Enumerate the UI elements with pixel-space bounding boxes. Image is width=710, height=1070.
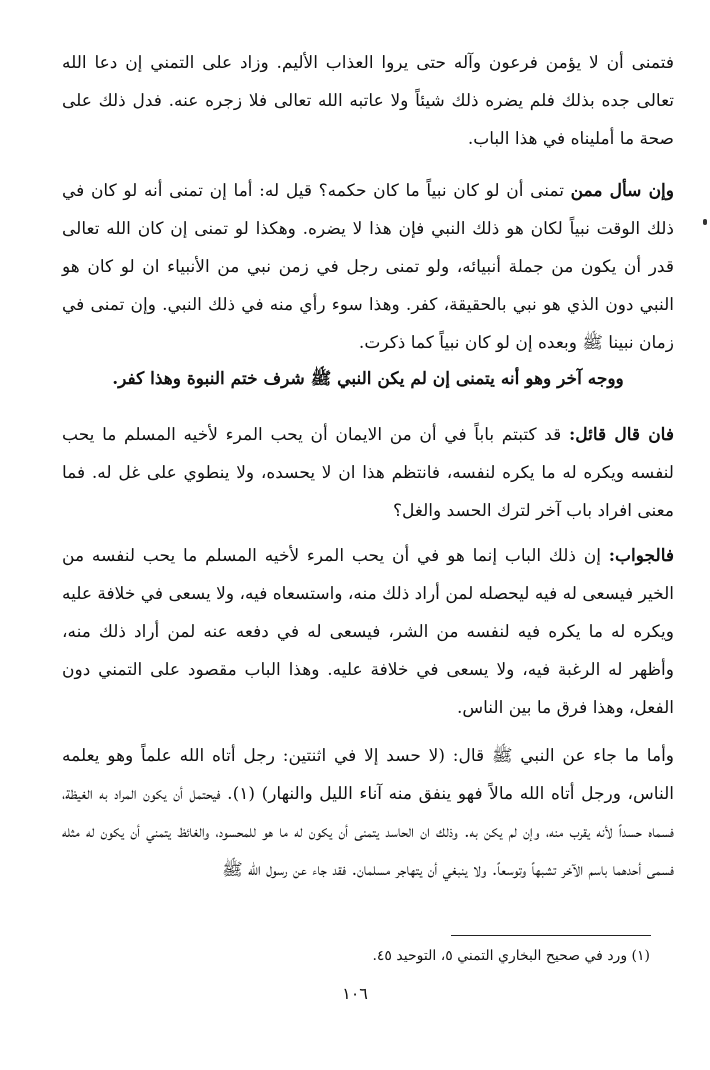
paragraph-2-text: تمنى أن لو كان نبياً ما كان حكمه؟ قيل له: أما إن تمنى أنه لو كان في ذلك الوقت نبياً لكان هو ذلك النبي فإن هذا لا يضره. وهكذا لو تمنى إن كان الله تعالى قدر أن يكون من جملة أنبيائه، ولو تمنى رجل في زمن نبي من الأنبياء ان لو كان هو النبي دون الذي هو نبي بالحقيقة، كفر. وهذا سوء رأي منه في ذلك النبي. وإن تمنى في زمان نبينا ﷺ وبعده إن لو كان نبياً كما ذكرت. [62,181,674,353]
margin-mark [703,219,707,225]
paragraph-1-text: فتمنى أن لا يؤمن فرعون وآله حتى يروا العذاب الأليم. وزاد على التمني إن دعا الله تعالى جده بذلك فلم يضره ذلك شيئاً ولا عاتبه الله تعالى فلا زجره عنه. فدل ذلك على صحة ما أمليناه في هذا الباب. [62,53,674,149]
paragraph-3-text: ووجه آخر وهو أنه يتمنى إن لم يكن النبي ﷺ شرف ختم النبوة وهذا كفر. [112,369,624,389]
paragraph-4-text: قد كتبتم باباً في أن من الايمان أن يحب المرء لأخيه المسلم ما يحب لنفسه ويكره له ما يكره لنفسه، فانتظم هذا ان لا يحسده، ولا ينطوي على غل له. فما معنى افراد باب آخر لترك الحسد والغل؟ [62,425,674,521]
paragraph-6 [62,737,674,889]
paragraph-3 [62,360,674,398]
paragraph-2-lead: وإن سأل ممن [570,181,674,201]
paragraph-1 [62,44,674,158]
paragraph-5 [62,537,674,727]
footnote-text: (١) ورد في صحيح البخاري التمني ٥، التوحيد ٤٥. [372,948,650,964]
paragraph-5-text: إن ذلك الباب إنما هو في أن يحب المرء لأخيه المسلم ما يحب لنفسه من الخير فيسعى له فيه ليحصله لمن أراد ذلك منه، واستسعاه فيه، ولا يسعى في خلافة عليه ويكره له ما يكره فيه لنفسه من الشر، فيسعى له في دفعه عنه لمن أراد ذلك منه، وأظهر له الرغبة فيه، ولا يسعى في خلافة عليه. وهذا الباب مقصود على التمني دون الفعل، وهذا فرق ما بين الناس. [62,546,674,718]
footnote-divider [451,935,651,936]
paragraph-6-text: وأما ما جاء عن النبي ﷺ قال: (لا حسد إلا في اثنتين: رجل أتاه الله علماً وهو يعلمه الناس، ورجل أتاه الله مالاً فهو ينفق منه آناء الليل والنهار) (١). فيحتمل أن يكون المراد به الغيظة، فسماه حسداً لأنه يقرب منه، وإن لم يكن به. وذلك ان الحاسد يتمنى أن يكون له ما هو للمحسود، والغائظ يتمني أن يكون له مثله فسمى أحدهما باسم الآخر تشبهاً وتوسعاً. ولا ينبغي أن يتهاجر مسلمان. فقد جاء عن رسول الله ﷺ [62,746,674,880]
footnote [372,944,650,968]
paragraph-2 [62,172,674,362]
paragraph-4 [62,416,674,530]
paragraph-4-lead: فان قال قائل: [568,425,674,445]
page-number: ١٠٦ [342,984,368,1003]
paragraph-5-lead: فالجواب: [608,546,674,566]
